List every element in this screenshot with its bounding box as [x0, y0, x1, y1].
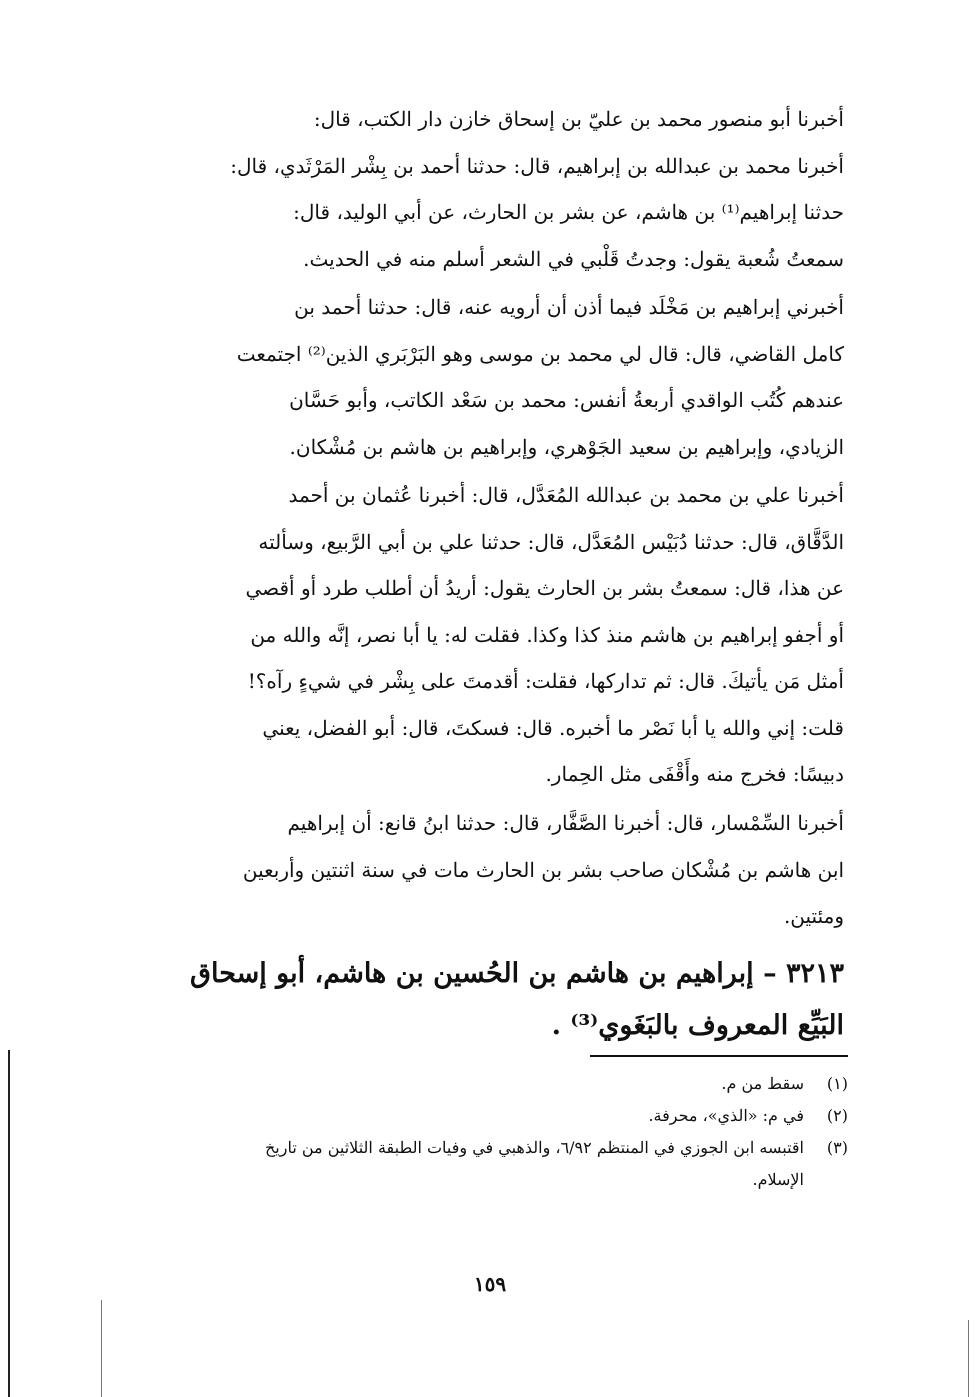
- footnote-number: (٢): [826, 1106, 848, 1125]
- text-line: ومئتين.: [783, 904, 844, 928]
- text-line: أخبرنا محمد بن عبدالله بن إبراهيم، قال: حدثنا أحمد بن بِشْر المَرْثَدي، قال:: [230, 153, 844, 178]
- heading-line: ٣٢١٣ – إبراهيم بن هاشم بن الحُسين بن هاشم، أبو إسحاق: [190, 958, 844, 989]
- text-line: أمثل مَن يأتيكَ. قال: ثم تداركها، فقلت: أقدمتَ على بِشْر في شيءٍ رآه؟!: [247, 669, 844, 693]
- scan-edge-line: [101, 1300, 102, 1397]
- footnote: [134, 1068, 848, 1100]
- text-line: قلت: إني والله يا أبا نَصْر ما أخبره. قال: فسكتَ، قال: أبو الفضل، يعني: [262, 715, 844, 740]
- footnote-number: (٣): [826, 1138, 848, 1157]
- footnote-line: الإسلام.: [752, 1170, 804, 1189]
- footnote-number: (١): [826, 1074, 848, 1093]
- heading-line: البَيِّع المعروف بالبَغَوي⁽³⁾ .: [551, 1010, 844, 1041]
- text-line: عندهم كُتُب الواقدي أربعةُ أنفس: محمد بن سَعْد الكاتب، وأبو حَسَّان: [289, 388, 844, 412]
- footnote-line: اقتبسه ابن الجوزي في المنتظم ٦/٩٢، والذهبي في وفيات الطبقة الثلاثين من تاريخ: [264, 1138, 804, 1157]
- text-line: حدثنا إبراهيم⁽¹⁾ بن هاشم، عن بشر بن الحارث، عن أبي الوليد، قال:: [293, 200, 844, 224]
- text-line: أو أجفو إبراهيم بن هاشم منذ كذا وكذا. فقلت له: يا أبا نصر، إنَّه والله من: [250, 622, 844, 647]
- footnote-text: [134, 1100, 804, 1132]
- footnote: [134, 1132, 848, 1196]
- text-line: أخبرنا علي بن محمد بن عبدالله المُعَدَّل، قال: أخبرنا عُثمان بن أحمد: [288, 483, 844, 507]
- footnote: [134, 1100, 848, 1132]
- footnote-text: [134, 1132, 804, 1196]
- text-line: الدَّقَّاق، قال: حدثنا دُبَيْس المُعَدَّل، قال: حدثنا علي بن أبي الرَّبيع، وسألته: [258, 529, 844, 554]
- page-number: ١٥٩: [473, 1272, 507, 1296]
- paragraph-4: [134, 800, 844, 940]
- text-line: سمعتُ شُعبة يقول: وجدتُ قَلْبي في الشعر أسلم منه في الحديث.: [303, 246, 844, 271]
- paragraph-2: [134, 284, 844, 470]
- scan-edge-line: [8, 1050, 10, 1397]
- text-line: عن هذا، قال: سمعتُ بشر بن الحارث يقول: أريدُ أن أطلب طرد أو أقصي: [245, 576, 844, 600]
- footnote-divider: [590, 1055, 848, 1057]
- footnote-text: [134, 1068, 804, 1100]
- footnote-line: سقط من م.: [721, 1074, 804, 1093]
- text-line: كامل القاضي، قال: قال لي محمد بن موسى وهو البَرْبَري الذين⁽²⁾ اجتمعت: [236, 341, 844, 366]
- text-line: أخبرنا السِّمْسار، قال: أخبرنا الصَّفَّار، قال: حدثنا ابنُ قانع: أن إبراهيم: [287, 811, 844, 835]
- paragraph-1: [134, 96, 844, 282]
- entry-heading: [134, 948, 844, 1052]
- text-line: ابن هاشم بن مُشْكان صاحب بشر بن الحارث مات في سنة اثنتين وأربعين: [242, 857, 844, 882]
- paragraph-3: [134, 472, 844, 798]
- text-line: الزيادي، وإبراهيم بن سعيد الجَوْهري، وإبراهيم بن هاشم بن مُشْكان.: [289, 434, 844, 459]
- footnotes: [134, 1068, 848, 1196]
- text-line: أخبرني إبراهيم بن مَخْلَد فيما أذن أن أرويه عنه، قال: حدثنا أحمد بن: [294, 295, 844, 319]
- scan-edge-line: [968, 1320, 969, 1397]
- footnote-line: في م: «الذي»، محرفة.: [648, 1106, 804, 1125]
- text-line: أخبرنا أبو منصور محمد بن عليّ بن إسحاق خازن دار الكتب، قال:: [313, 107, 844, 131]
- text-line: دبيسًا: فخرج منه وأَقْفَى مثل الحِمار.: [545, 762, 844, 786]
